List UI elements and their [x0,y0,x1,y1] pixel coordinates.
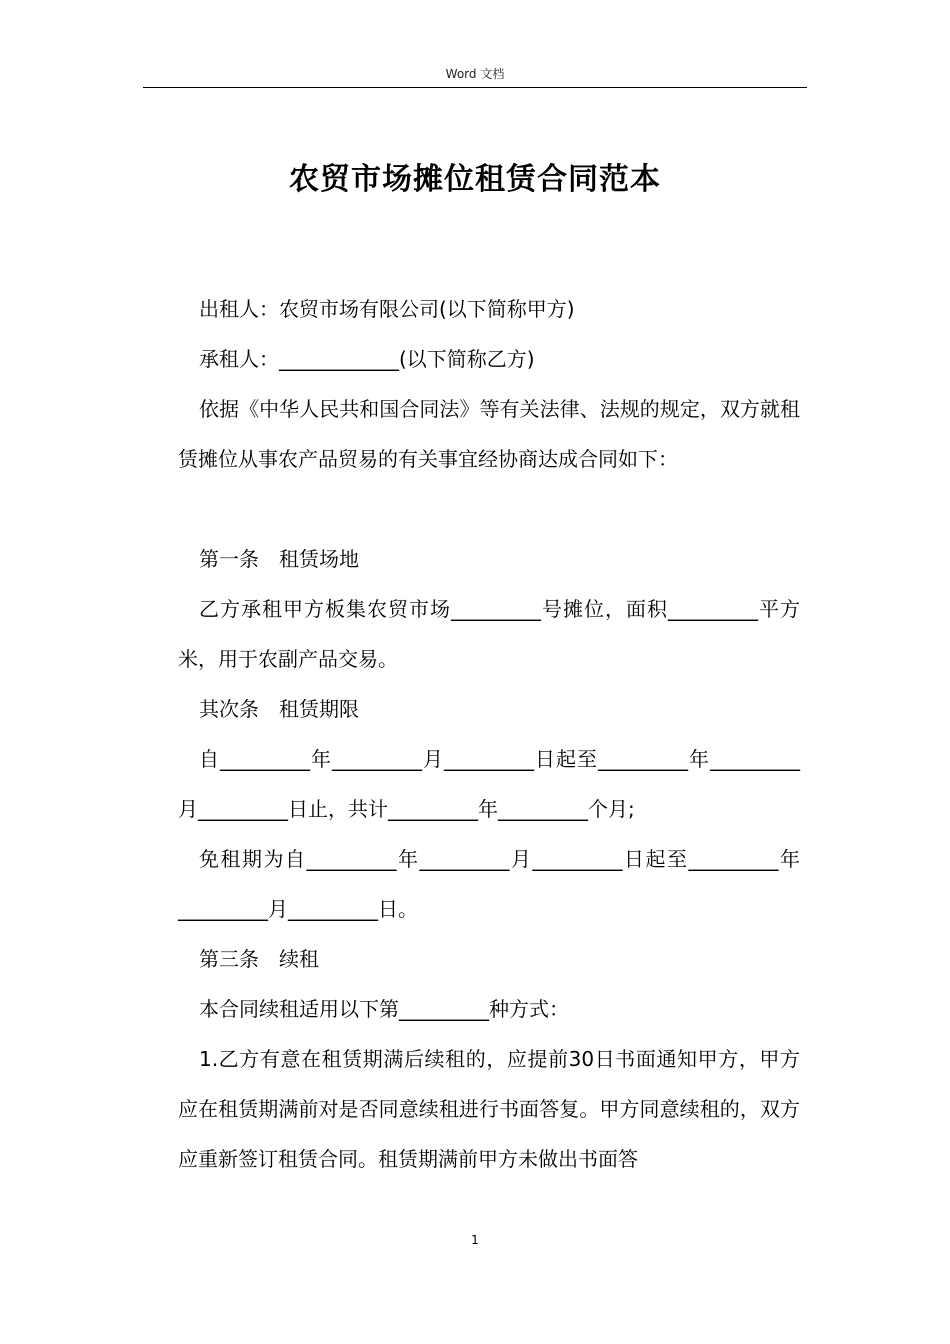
lessor-paragraph: 出租人：农贸市场有限公司(以下简称甲方) [199,297,575,321]
article-paragraph: 1.乙方有意在租赁期满后续租的，应提前30日书面通知甲方，甲方应在租赁期满前对是否同意续租进行书面答复。甲方同意续租的，双方应重新签订租赁合同。租赁期满前甲方未做出书面答 [178,1047,800,1171]
document-title: 农贸市场摊位租赁合同范本 [289,162,661,197]
article-paragraph: 免租期为自_________年_________月_________日起至_________年_________月_________日。 [178,847,800,921]
article-paragraph: 乙方承租甲方板集农贸市场_________号摊位，面积_________平方米，用于农副产品交易。 [178,597,800,671]
document-body [178,284,800,1184]
article-paragraph: 本合同续租适用以下第_________种方式： [199,997,569,1021]
lessee-paragraph: 承租人：____________(以下简称乙方) [199,347,535,371]
article-heading: 第一条 租赁场地 [199,547,359,571]
article-paragraph: 自_________年_________月_________日起至_________年_________月_________日止，共计_________年_________个月; [178,747,800,821]
article-heading: 其次条 租赁期限 [199,697,359,721]
paragraph-spacer [178,484,800,534]
article-heading: 第三条 续租 [199,947,319,971]
header-rule [143,87,807,88]
page-number: 1 [471,1233,479,1247]
page-header: Word 文档 [445,67,505,81]
preamble-paragraph: 依据《中华人民共和国合同法》等有关法律、法规的规定，双方就租赁摊位从事农产品贸易的有关事宜经协商达成合同如下： [178,397,800,471]
